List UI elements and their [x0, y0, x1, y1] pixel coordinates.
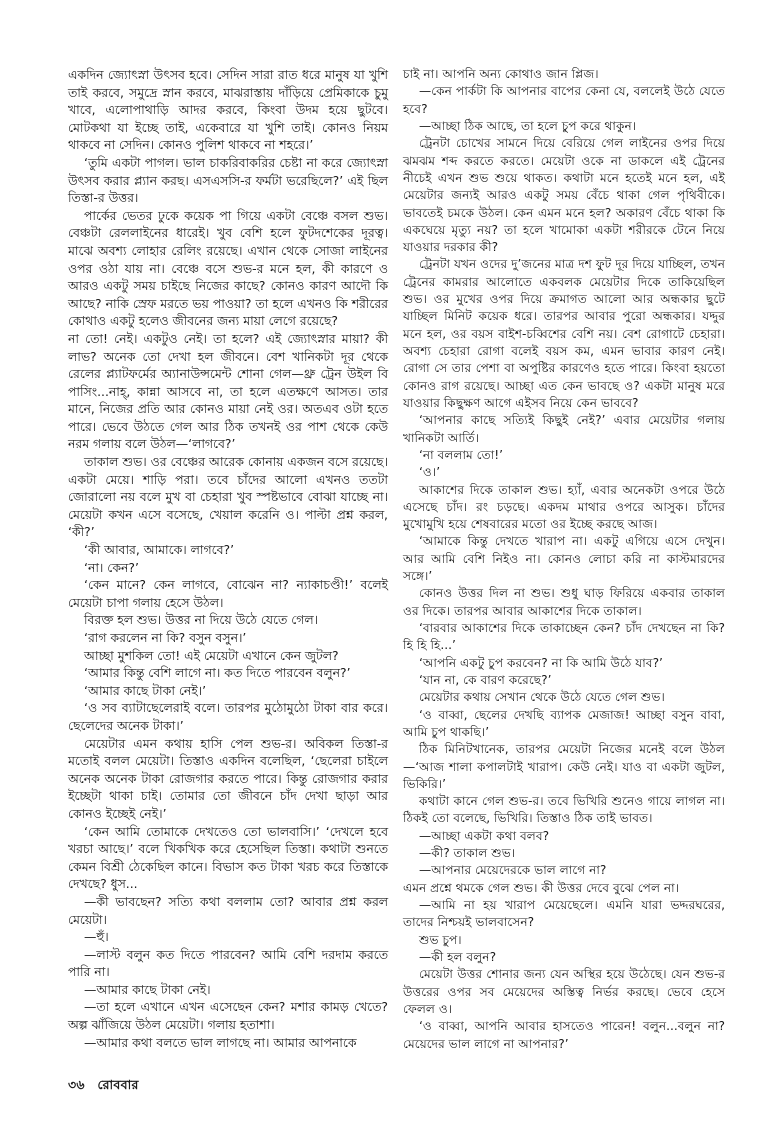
paragraph: —আমার কথা বলতে ভাল লাগছে না। আমার আপনাকে	[84, 1034, 357, 1050]
paragraph: —কী? তাকাল শুভ।	[419, 846, 516, 861]
paragraph: ‘আপনার কাছে সত্যিই কিছুই নেই?’ এবার মেয়েটার গলায় খানিকটা আর্তি।	[403, 413, 725, 445]
paragraph: বিরক্ত হল শুভ। উত্তর না দিয়ে উঠে যেতে গেল।	[84, 612, 319, 628]
paragraph: ‘আপনি একটু চুপ করবেন? না কি আমি উঠে যাব?’	[419, 655, 663, 670]
paragraph: ‘ও।’	[419, 465, 441, 480]
paragraph: মেয়েটার এমন কথায় হাসি পেল শুভ-র। অবিকল তিস্তা-র মতোই বলল মেয়েটা। তিস্তাও একদিন বলেছিল, ‘ছেলেরা চাইলে অনেক অনেক টাকা রোজগার করতে পারে। কিন্তু রোজগার করার ইচ্ছেটা থাকা চাই। তোমার তো জীবনে চাঁদ দেখা ছাড়া আর কোনও ইচ্ছেই নেই।’	[68, 735, 388, 821]
paragraph: ‘বারবার আকাশের দিকে তাকাচ্ছেন কেন? চাঁদ দেখছেন না কি? হি হি হি...’	[403, 621, 725, 653]
magazine-name: রোববার	[97, 1077, 139, 1092]
paragraph: —কী ভাবছেন? সত্যি কথা বললাম তো? আবার প্রশ্ন করল মেয়েটা।	[68, 893, 388, 927]
page-footer	[68, 1077, 139, 1097]
paragraph: ট্রেনটা চোখের সামনে দিয়ে বেরিয়ে গেল লাইনের ওপর দিয়ে ঝমঝম শব্দ করতে করতে। মেয়েটা ওকে না ডাকলে এই ট্রেনের নীচেই এখন শুভ শুয়ে থাকত। কথাটা মনে হতেই মনে হল, এই মেয়েটার জন্যই আরও একটু সময় বেঁচে থাকা গেল পৃথিবীকে। ভাবতেই চমকে উঠল। কেন এমন মনে হল? অকারণ বেঁচে থাকা কি একঘেয়ে মৃত্যু নয়? তা হলে খামোকা একটা শরীরকে টেনে নিয়ে যাওয়ার দরকার কী?	[403, 136, 725, 255]
paragraph: আকাশের দিকে তাকাল শুভ। হ্যাঁ, এবার অনেকটা ওপরে উঠে এসেছে চাঁদ। রং চড়ছে। একদম মাথার ওপরে আসুক। চাঁদের মুখোমুখি হয়ে শেষবারের মতো ওর ইচ্ছে করছে আজ।	[403, 482, 725, 532]
paragraph: —আপনার মেয়েদেরকে ভাল লাগে না?	[419, 863, 607, 878]
paragraph: ‘ও বাব্বা, ছেলের দেখছি ব্যাপক মেজাজ! আচ্ছা বসুন বাবা, আমি চুপ থাকছি।’	[403, 707, 725, 739]
paragraph: ‘ও বাব্বা, আপনি আবার হাসতেও পারেন! বলুন...বলুন না? মেয়েদের ভাল লাগে না আপনার?’	[403, 1019, 725, 1051]
paragraph: কোনও উত্তর দিল না শুভ। শুধু ঘাড় ফিরিয়ে একবার তাকাল ওর দিকে। তারপর আবার আকাশের দিকে তাকাল।	[403, 586, 725, 618]
paragraph: এমন প্রশ্নে থমকে গেল শুভ। কী উত্তর দেবে বুঝে পেল না।	[403, 880, 680, 895]
paragraph: তাকাল শুভ। ওর বেঞ্চের আরেক কোনায় একজন বসে রয়েছে। একটা মেয়ে। শাড়ি পরা। তবে চাঁদের আলো এখনও ততটা জোরালো নয় বলে মুখ বা চেহারা খুব স্পষ্টভাবে বোঝা যাচ্ছে না। মেয়েটা কখন এসে বসেছে, খেয়াল করেনি ও। পাল্টা প্রশ্ন করল, ‘কী?’	[68, 454, 388, 540]
paragraph: —কেন পার্কটা কি আপনার বাপের কেনা যে, বললেই উঠে যেতে হবে?	[403, 84, 725, 116]
paragraph: —আমার কাছে টাকা নেই।	[84, 981, 211, 997]
paragraph: একদিন জ্যোৎস্না উৎসব হবে। সেদিন সারা রাত ধরে মানুষ যা খুশি তাই করবে, সমুদ্রে স্নান করবে, মাঝরাস্তায় দাঁড়িয়ে প্রেমিকাকে চুমু খাবে, এলোপাথাড়ি আদর করবে, কিংবা উদম হয়ে ছুটবে। মোটকথা যা ইচ্ছে তাই, একেবারে যা খুশি তাই। কোনও নিয়ম থাকবে না সেদিন। কোনও পুলিশ থাকবে না শহরে।’	[68, 67, 388, 153]
paragraph: ঠিক মিনিটখানেক, তারপর মেয়েটা নিজের মনেই বলে উঠল—‘আজ শালা কপালটাই খারাপ। কেউ নেই। যাও বা একটা জুটল, ভিকিরি।’	[403, 742, 725, 791]
paragraph: ‘না। কেন?’	[84, 559, 139, 575]
paragraph: শুভ চুপ।	[419, 932, 462, 947]
paragraph: পার্কের ভেতর ঢুকে কয়েক পা গিয়ে একটা বেঞ্চে বসল শুভ। বেঞ্চটা রেললাইনের ধারেই। খুব বেশি হলে ফুটদশেকের দূরত্ব। মাঝে অবশ্য লোহার রেলিং রয়েছে। এখান থেকে সোজা লাইনের ওপর ওঠা যায় না। বেঞ্চে বসে শুভ-র মনে হল, কী কারণে ও আরও একটু সময় চাইছে নিজের কাছে? কোনও কারণ আদৌ কি আছে? নাকি স্রেফ মরতে ভয় পাওয়া? তা হলে এখনও কি শরীরের কোথাও একটু হলেও জীবনের জন্য মায়া লেগে রয়েছে?	[68, 207, 388, 329]
paragraph: ‘কেন আমি তোমাকে দেখতেও তো ভালবাসি।’ ‘দেখলে হবে খরচা আছে।’ বলে খিকখিক করে হেসেছিল তিস্তা। কথাটা শুনতে কেমন বিশ্রী ঠেকেছিল কানে। বিভাস কত টাকা খরচ করে তিস্তাকে দেখছে? ধুস...	[68, 823, 388, 892]
paragraph: মেয়েটার কথায় সেখান থেকে উঠে যেতে গেল শুভ।	[419, 690, 665, 705]
paragraph: চাই না। আপনি অন্য কোথাও জান প্লিজ।	[403, 67, 599, 81]
paragraph: ‘আমার কিন্তু বেশি লাগে না। কত দিতে পারবেন বলুন?’	[84, 665, 351, 681]
paragraph: ‘তুমি একটা পাগল। ভাল চাকরিবাকরির চেষ্টা না করে জ্যোৎস্না উৎসব করার প্ল্যান করছ। এসএসসি-র ফর্মটা ভরেছিলে?’ এই ছিল তিস্তা-র উত্তর।	[68, 154, 388, 206]
paragraph: ‘ও সব ব্যাটাছেলেরাই বলে। তারপর মুঠোমুঠো টাকা বার করে। ছেলেদের অনেক টাকা।’	[68, 700, 388, 733]
paragraph: ‘রাগ করলেন না কি? বসুন বসুন।’	[84, 630, 247, 645]
paragraph: ‘কী আবার, আমাকে। লাগবে?’	[84, 542, 235, 558]
paragraph: —কী হল বলুন?	[419, 949, 497, 964]
paragraph: —লাস্ট বলুন কত দিতে পারবেন? আমি বেশি দরদাম করতে পারি না।	[68, 946, 388, 980]
paragraph: —আমি না হয় খারাপ মেয়েছেলে। এমনি যারা ভদ্দরঘরের, তাদের নিশ্চয়ই ভালবাসেন?	[403, 898, 725, 930]
paragraph: আচ্ছা মুশকিল তো! এই মেয়েটা এখানে কেন জুটল?	[84, 647, 339, 663]
paragraph: —হুঁ।	[84, 929, 109, 945]
paragraph: ‘কেন মানে? কেন লাগবে, বোঝেন না? ন্যাকাচণ্ডী!’ বলেই মেয়েটা চাপা গলায় হেসে উঠল।	[68, 577, 388, 610]
paragraph: মেয়েটা উত্তর শোনার জন্য যেন অস্থির হয়ে উঠেছে। যেন শুভ-র উত্তরের ওপর সব মেয়েদের অস্তিত্ব নির্ভর করছে। ভেবে হেসে ফেলল ও।	[403, 967, 725, 1016]
paragraph: —তা হলে এখানে এখন এসেছেন কেন? মশার কামড় খেতে? অল্প ঝাঁজিয়ে উঠল মেয়েটা। গলায় হতাশা।	[68, 999, 388, 1033]
paragraph: কথাটা কানে গেল শুভ-র। তবে ভিখিরি শুনেও গায়ে লাগল না। ঠিকই তো বলেছে, ভিখিরি। তিস্তাও ঠিক তাই ভাবত।	[403, 794, 725, 826]
right-column	[403, 66, 725, 1053]
paragraph: ‘আমার কাছে টাকা নেই।’	[84, 682, 207, 698]
paragraph: না তো! নেই। একটুও নেই। তা হলে? এই জ্যোৎস্নার মায়া? কী লাভ? অনেক তো দেখা হল জীবনে। বেশ খানিকটা দূর থেকে রেলের প্ল্যাটফর্মের অ্যানাউন্সমেন্ট শোনা গেল—থ্রু ট্রেন উইল বি পাসিং...নাহ্, কান্না আসবে না, তা হলে এতক্ষণে আসত। তার মানে, নিজের প্রতি আর কোনও মায়া নেই ওর। অতএব ওটা হতে পারে। ভেবে উঠতে গেল আর ঠিক তখনই ওর পাশ থেকে কেউ নরম গলায় বলে উঠল—‘লাগবে?’	[68, 330, 388, 452]
page-number: ৩৬	[68, 1077, 85, 1092]
paragraph: ‘আমাকে কিন্তু দেখতে খারাপ না। একটু এগিয়ে এসে দেখুন। আর আমি বেশি নিইও না। কোনও লোচা করি না কাস্টমারদের সঙ্গে।’	[403, 534, 725, 584]
paragraph: ট্রেনটা যখন ওদের দু’জনের মাত্র দশ ফুট দূর দিয়ে যাচ্ছিল, তখন ট্রেনের কামরার আলোতে একবলক মেয়েটার দিকে তাকিয়েছিল শুভ। ওর মুখের ওপর দিয়ে ক্রমাগত আলো আর অন্ধকার ছুটে যাচ্ছিল মিনিট কয়েক ধরে। তারপর আবার পুরো অন্ধকার। যদ্দুর মনে হল, ওর বয়স বাইশ-চব্বিশের বেশি নয়। বেশ রোগাটে চেহারা। অবশ্য চেহারা রোগা বলেই বয়স কম, এমন ভাবার কারণ নেই। রোগা সে তার পেশা বা অপুষ্টির কারণেও হতে পারে। কিংবা হয়তো কোনও রাগ রয়েছে। আচ্ছা এত কেন ভাবছে ও? একটা মানুষ মরে যাওয়ার কিছুক্ষণ আগে এইসব নিয়ে কেন ভাববে?	[403, 257, 725, 410]
paragraph: —আচ্ছা একটা কথা বলব?	[419, 828, 550, 843]
paragraph: ‘না বললাম তো!’	[419, 447, 504, 462]
left-column	[68, 66, 388, 1051]
paragraph: ‘যান না, কে বারণ করেছে?’	[419, 672, 552, 687]
paragraph: —আচ্ছা ঠিক আছে, তা হলে চুপ করে থাকুন।	[419, 118, 637, 133]
